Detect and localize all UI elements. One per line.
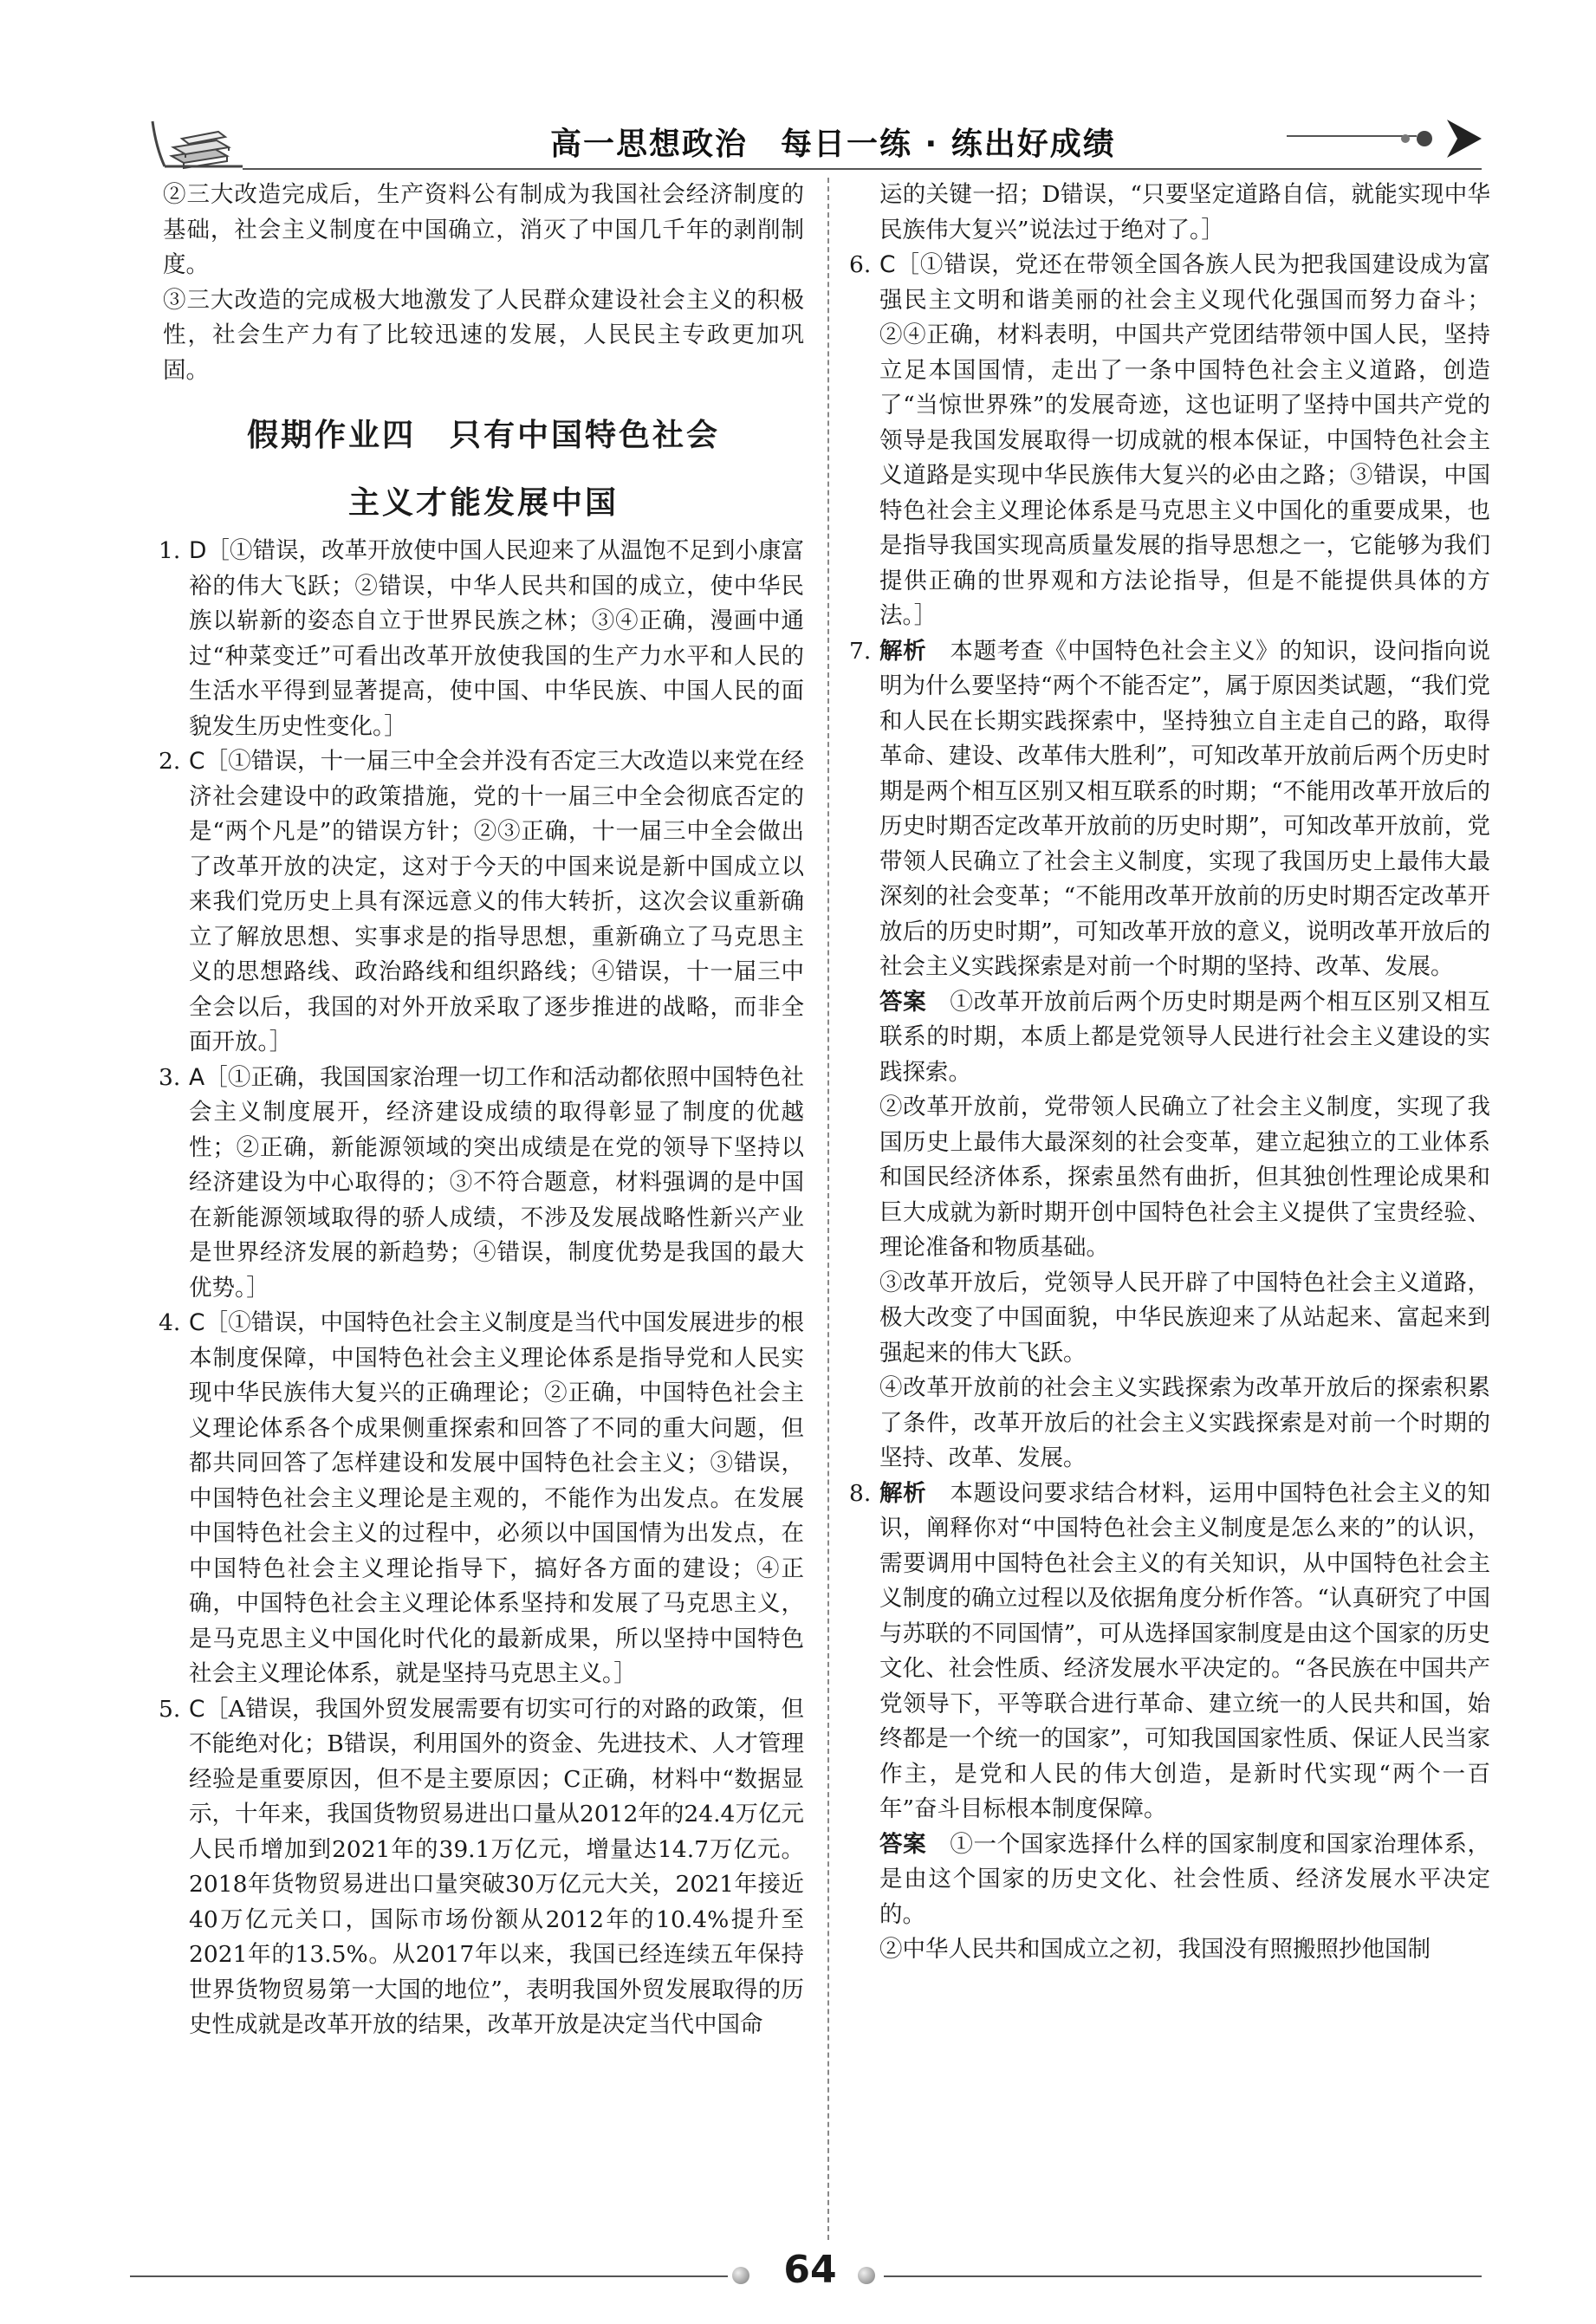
question-explanation: 运的关键一招；D错误，“只要坚定道路自信，就能实现中华民族伟大复兴”说法过于绝对了。］ <box>879 181 1490 243</box>
question-explanation: ［①错误，十一届三中全会并没有否定三大改造以来党在经济社会建设中的政策措施，党的十一届三中全会彻底否定的是“两个凡是”的错误方针；②③正确，十一届三中全会做出了改革开放的决定，这对于今天的中国来说是新中国成立以来我们党历史上具有深远意义的伟大转折，这次会议重新确立了解放思想、实事求是的指导思想，重新确立了马克思主义的思想路线、政治路线和组织路线；④错误，十一届三中全会以后，我国的对外开放采取了逐步推进的战略，而非全面开放。］ <box>189 748 804 1055</box>
footer-rule-left <box>130 2275 728 2277</box>
answer-label: 答案 <box>879 988 927 1016</box>
question-answer: D <box>189 537 207 564</box>
question-item-5 <box>159 1692 804 2043</box>
arrow-dots-icon <box>1395 113 1490 165</box>
question-number: 4. <box>159 1309 181 1336</box>
footer-dot-icon <box>732 2267 749 2284</box>
page-footer <box>130 2243 1482 2295</box>
answer-text: ①改革开放前后两个历史时期是两个相互区别又相互联系的时期，本质上都是党领导人民进行社会主义建设的实践探索。 <box>879 988 1491 1086</box>
question-number: 3. <box>159 1063 181 1091</box>
question-number: 5. <box>159 1695 181 1723</box>
answer-text: ①一个国家选择什么样的国家制度和国家治理体系，是由这个国家的历史文化、社会性质、经济发展水平决定的。 <box>879 1830 1491 1928</box>
answer-7-point-1 <box>853 985 1490 1091</box>
answer-8-point-1 <box>853 1827 1490 1933</box>
analysis-label: 解析 <box>879 1479 927 1507</box>
question-answer: A <box>189 1063 205 1091</box>
analysis-text: 本题设问要求结合材料，运用中国特色社会主义的知识，阐释你对“中国特色社会主义制度是怎么来的”的认识，需要调用中国特色社会主义的有关知识，从中国特色社会主义制度的确立过程以及依据角度分析作答。“认真研究了中国与苏联的不同国情”，可从选择国家制度是由这个国家的历史文化、社会性质、经济发展水平决定的。“各民族在中国共产党领导下，平等联合进行革命、建立统一的人民共和国，始终都是一个统一的国家”，可知我国国家性质、保证人民当家作主，是党和人民的伟大创造，是新时代实现“两个一百年”奋斗目标根本制度保障。 <box>879 1479 1491 1822</box>
question-number: 7. <box>849 637 872 665</box>
answer-label: 答案 <box>879 1830 927 1858</box>
section-title-line-1: 假期作业四 只有中国特色社会 <box>246 418 720 453</box>
question-explanation: ［①正确，我国国家治理一切工作和活动都依照中国特色社会主义制度展开，经济建设成绩的取得彰显了制度的优越性；②正确，新能源领域的突出成绩是在党的领导下坚持以经济建设为中心取得的；③不符合题意，材料强调的是中国在新能源领域取得的骄人成绩，不涉及发展战略性新兴产业是世界经济发展的新趋势；④错误，制度优势是我国的最大优势。］ <box>189 1063 804 1302</box>
question-answer: C <box>189 748 205 775</box>
question-item-6 <box>849 248 1490 634</box>
question-explanation: ［①错误，中国特色社会主义制度是当代中国发展进步的根本制度保障，中国特色社会主义理论体系是指导党和人民实现中华民族伟大复兴的正确理论；②正确，中国特色社会主义理论体系各个成果侧重探索和回答了不同的重大问题，但都共同回答了怎样建设和发展中国特色社会主义；③错误，中国特色社会主义理论是主观的，不能作为出发点。在发展中国特色社会主义的过程中，必须以中国国情为出发点，在中国特色社会主义理论指导下，搞好各方面的建设；④正确，中国特色社会主义理论体系坚持和发展了马克思主义，是马克思主义中国化时代化的最新成果，所以坚持中国特色社会主义理论体系，就是坚持马克思主义。］ <box>189 1309 804 1687</box>
page-header <box>130 104 1482 173</box>
question-item-7 <box>849 634 1491 985</box>
question-explanation: ［A错误，我国外贸发展需要有切实可行的对路的政策，但不能绝对化；B错误，利用国外的资金、先进技术、人才管理经验是重要原因，但不是主要原因；C正确，材料中“数据显示，十年来，我国货物贸易进出口量从2012年的24.4万亿元人民币增加到2021年的39.1万亿元，增量达14.7万亿元。2018年货物贸易进出口量突破30万亿元大关，2021年接近40万亿元关口，国际市场份额从2012年的10.4%提升至2021年的13.5%。从2017年以来，我国已经连续五年保持世界货物贸易第一大国的地位”，表明我国外贸发展取得的历史性成就是改革开放的结果，改革开放是决定当代中国命 <box>189 1695 804 2038</box>
question-item-3 <box>159 1061 804 1307</box>
question-number: 8. <box>849 1479 872 1507</box>
intro-paragraph-2: ②三大改造完成后，生产资料公有制成为我国社会经济制度的基础，社会主义制度在中国确立，消灭了中国几千年的剥削制度。 <box>163 181 804 278</box>
question-item-1 <box>159 534 804 744</box>
footer-dot-icon <box>858 2267 875 2284</box>
answer-8-point-2: ②中华人民共和国成立之初，我国没有照搬照抄他国制 <box>879 1936 1431 1963</box>
question-item-8 <box>849 1477 1491 1827</box>
page-number: 64 <box>783 2248 837 2292</box>
column-divider <box>827 178 829 2240</box>
question-answer: C <box>879 251 896 278</box>
question-number: 6. <box>849 251 872 278</box>
question-item-2 <box>159 744 804 1061</box>
header-title: 高一思想政治 每日一练 · 练出好成绩 <box>550 127 1116 162</box>
footer-rule-right <box>884 2275 1482 2277</box>
header-rule <box>243 168 1482 170</box>
analysis-label: 解析 <box>879 637 927 665</box>
answer-7-point-2: ②改革开放前，党带领人民确立了社会主义制度，实现了我国历史上最伟大最深刻的社会变革，建立起独立的工业体系和国民经济体系，探索虽然有曲折，但其独创性理论成果和巨大成就为新时期开创中国特色社会主义提供了宝贵经验、理论准备和物质基础。 <box>879 1094 1490 1261</box>
answer-7-point-4: ④改革开放前的社会主义实践探索为改革开放后的探索积累了条件，改革开放后的社会主义实践探索是对前一个时期的坚持、改革、发展。 <box>879 1374 1490 1471</box>
analysis-text: 本题考查《中国特色社会主义》的知识，设问指向说明为什么要坚持“两个不能否定”，属于原因类试题，“我们党和人民在长期实践探索中，坚持独立自主走自己的路，取得革命、建设、改革伟大胜利”，可知改革开放前后两个历史时期是两个相互区别又相互联系的时期；“不能用改革开放后的历史时期否定改革开放前的历史时期”，可知改革开放前，党带领人民确立了社会主义制度，实现了我国历史上最伟大最深刻的社会变革；“不能用改革开放前的历史时期否定改革开放后的历史时期”，可知改革开放的意义，说明改革开放后的社会主义实践探索是对前一个时期的坚持、改革、发展。 <box>879 637 1491 980</box>
question-item-4 <box>159 1306 804 1692</box>
intro-paragraph-3: ③三大改造的完成极大地激发了人民群众建设社会主义的积极性，社会生产力有了比较迅速的发展，人民民主专政更加巩固。 <box>163 286 804 384</box>
question-5-continuation <box>853 178 1490 248</box>
books-icon <box>147 113 243 173</box>
question-explanation: ［①错误，党还在带领全国各族人民为把我国建设成为富强民主文明和谐美丽的社会主义现代化强国而努力奋斗；②④正确，材料表明，中国共产党团结带领中国人民，坚持立足本国国情，走出了一条中国特色社会主义道路，创造了“当惊世界殊”的发展奇迹，这也证明了坚持中国共产党的领导是我国发展取得一切成就的根本保证，中国特色社会主义道路是实现中华民族伟大复兴的必由之路；③错误，中国特色社会主义理论体系是马克思主义中国化的重要成果，也是指导我国实现高质量发展的指导思想之一，它能够为我们提供正确的世界观和方法论指导，但是不能提供具体的方法。］ <box>879 251 1490 629</box>
right-column <box>849 178 1491 1968</box>
left-column <box>159 178 804 2043</box>
answer-7-point-3: ③改革开放后，党领导人民开辟了中国特色社会主义道路，极大改变了中国面貌，中华民族迎来了从站起来、富起来到强起来的伟大飞跃。 <box>879 1269 1490 1366</box>
question-explanation: ［①错误，改革开放使中国人民迎来了从温饱不足到小康富裕的伟大飞跃；②错误，中华人民共和国的成立，使中华民族以崭新的姿态自立于世界民族之林；③④正确，漫画中通过“种菜变迁”可看出改革开放使我国的生产力水平和人民的生活水平得到显著提高，使中国、中华民族、中国人民的面貌发生历史性变化。］ <box>189 537 804 740</box>
section-title-line-2: 主义才能发展中国 <box>347 485 619 521</box>
question-number: 1. <box>159 537 181 564</box>
question-number: 2. <box>159 748 181 775</box>
question-answer: C <box>189 1695 205 1723</box>
question-answer: C <box>189 1309 205 1336</box>
